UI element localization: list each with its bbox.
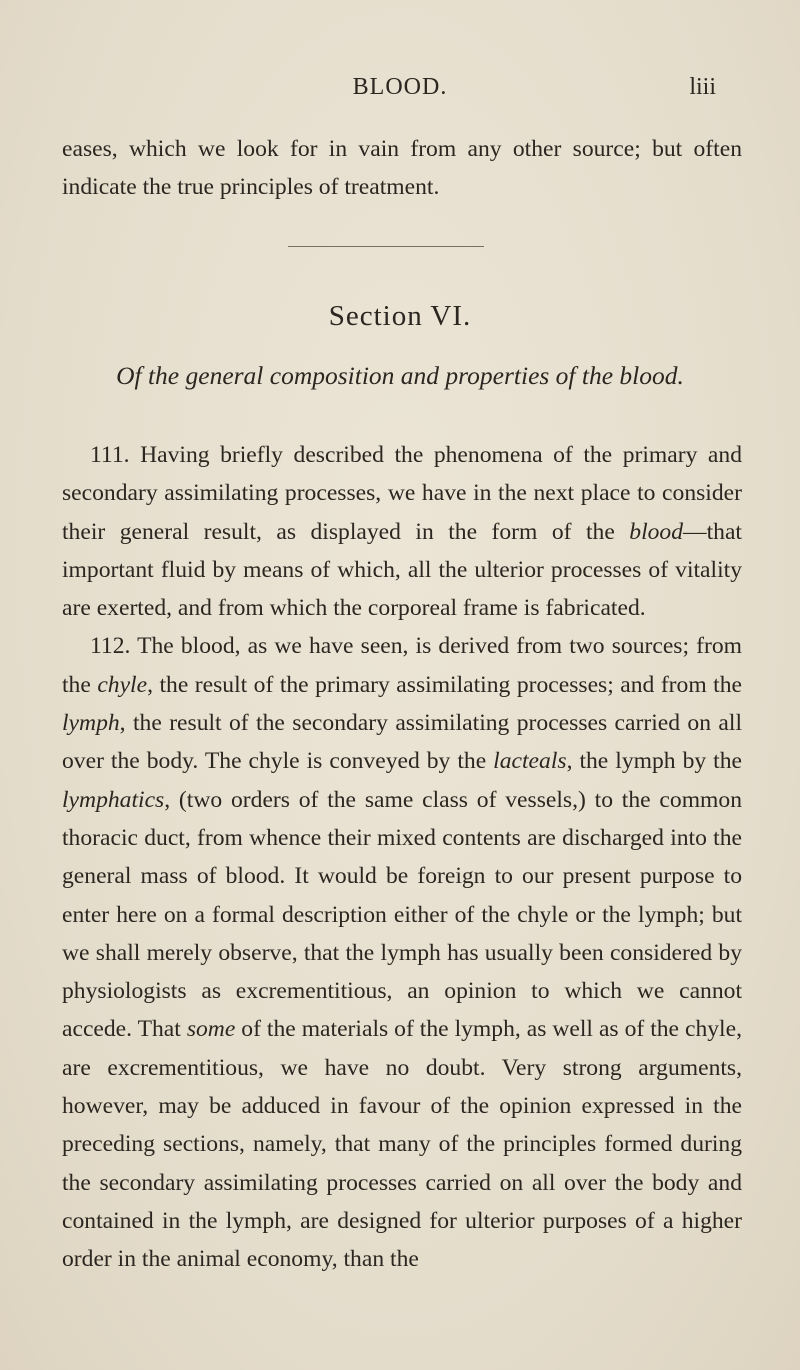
page-number: liii	[689, 74, 716, 100]
text-run: , (two orders of the same class of vessels,) to the common thoracic duct, from whence their mixed contents are discharged into the general mass of blood. It would be foreign to our present purpose to enter here on a formal description either of the chyle or the lymph; but we shall merely observe, that the lymph has usually been considered by physiologists as excrementitious, an opinion to which we cannot accede. That	[62, 786, 742, 1043]
italic-term: chyle	[97, 671, 148, 698]
text-run: of the materials of the lymph, as well as of the chyle, are excrementitious, we have no doubt. Very strong arguments, however, may be adduced in favour of the opinion expressed in the preceding sections, namely, that many of the principles formed during the secondary assimilating processes carried on all over the body and contained in the lymph, are designed for ulterior purposes of a higher order in the animal economy, than the	[62, 1016, 742, 1273]
section-heading: Section VI.	[328, 300, 472, 332]
paragraph-text	[62, 633, 742, 1272]
paragraph-text	[62, 442, 742, 621]
text-run: —that important fluid by means of which, all the ulterior processes of vitality are exerted, and from which the corporeal frame is fabricated.	[62, 518, 742, 622]
italic-term: lymph	[62, 710, 120, 737]
text-run: , the result of the secondary assimilating processes carried on all over the body. The chyle is conveyed by the	[62, 710, 742, 775]
section-subtitle: Of the general composition and properties of the blood.	[116, 361, 684, 390]
section-divider-rule	[288, 246, 484, 247]
text-run: , the result of the primary assimilating processes; and from the	[147, 671, 742, 698]
running-head	[0, 74, 800, 110]
italic-term: blood	[629, 518, 684, 545]
paragraph-111	[62, 436, 742, 627]
text-run: The blood, as we have seen, is derived from two sources; from the	[62, 633, 742, 698]
text-run: Having briefly described the phenomena of the primary and secondary assimilating processes, we have in the next place to consider their general result, as displayed in the form of the	[62, 442, 742, 545]
italic-term: lacteals	[493, 748, 567, 775]
running-title: BLOOD.	[352, 74, 448, 100]
italic-term: some	[186, 1016, 236, 1043]
paragraph-number: 112.	[90, 633, 131, 660]
text-run: , the lymph by the	[566, 748, 742, 775]
paragraph-number: 111.	[90, 442, 130, 468]
section-body	[62, 436, 742, 1279]
italic-term: lymphatics	[62, 786, 165, 813]
paragraph-112	[62, 627, 742, 1278]
carry-over-paragraph: eases, which we look for in vain from any other source; but often indicate the true principles of treatment.	[62, 136, 742, 200]
